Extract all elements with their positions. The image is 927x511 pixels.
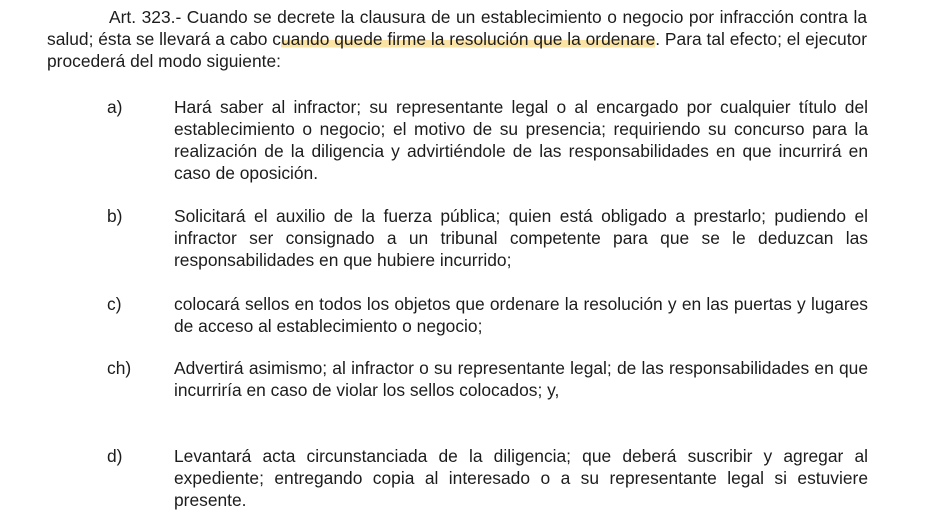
list-marker: d) (107, 446, 123, 466)
list-item-text: Solicitará el auxilio de la fuerza pública; quien está obligado a prestarlo; pudiendo el infractor ser consignado a un tribunal competente para que se le deduzcan las responsabilidades en que hubiere incurrido; (174, 206, 868, 270)
list-marker: b) (107, 206, 123, 226)
intro-text-end: . Para tal efecto; el ejecutor procederá del modo siguiente: (47, 29, 868, 71)
article-intro-paragraph (47, 6, 867, 72)
highlighted-text: uando quede firme la resolución que la ordenare (281, 29, 656, 49)
list-marker: a) (107, 97, 123, 117)
list-item-text: colocará sellos en todos los objetos que ordenare la resolución y en las puertas y lugares de acceso al establecimiento o negocio; (174, 294, 868, 336)
list-marker: c) (107, 294, 122, 314)
list-item-text: Levantará acta circunstanciada de la diligencia; que deberá suscribir y agregar al expediente; entregando copia al interesado o a su representante legal si estuviere presente. (174, 446, 868, 510)
list-marker: ch) (107, 358, 132, 378)
list-item-text: Advertirá asimismo; al infractor o su representante legal; de las responsabilidades en que incurriría en caso de violar los sellos colocados; y, (174, 358, 868, 400)
intro-text-start: Art. 323.- Cuando se decrete la clausura de un establecimiento o negocio por infracción contra la salud; ésta se llevará a cabo c (47, 7, 867, 49)
list-item-text: Hará saber al infractor; su representante legal o al encargado por cualquier título del establecimiento o negocio; el motivo de su presencia; requiriendo su concurso para la realización de la diligencia y advirtiéndole de las responsabilidades en que incurrirá en caso de oposición. (174, 97, 868, 183)
